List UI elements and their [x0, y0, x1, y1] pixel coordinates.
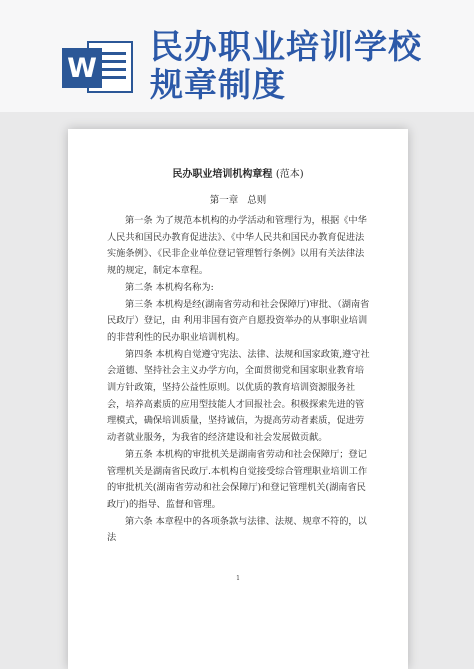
- article-1: 第一条 为了规范本机构的办学活动和管理行为，根据《中华人民共和国民办教育促进法》、《中华人民共和国民办教育促进法实施条例》、《民非企业单位登记管理暂行条例》以用有关法律法规的规定，制定本章程。: [107, 215, 367, 277]
- header-banner: [0, 0, 474, 112]
- article-3: 第三条 本机构是经(湖南省劳动和社会保障厅)审批、（湖南省民政厅）登记，由 利用非国有资产自愿投资举办的从事职业培训的非营利性的民办职业培训机构。: [107, 298, 370, 343]
- document-page: [68, 129, 408, 669]
- word-document-icon: [62, 36, 134, 96]
- document-title: [68, 165, 408, 180]
- article-6: 第六条 本章程中的各项条款与法律、法规、规章不符的，以法: [107, 515, 367, 544]
- document-title-main: 民办职业培训机构章程: [172, 169, 273, 180]
- logo-letter: W: [67, 53, 97, 84]
- article-5: 第五条 本机构的审批机关是湖南省劳动和社会保障厅；登记管理机关是湖南省民政厅.本机构自觉接受综合管理职业培训工作的审批机关(湖南省劳动和社会保障厅)和登记管理机关(湖南省民政厅)的指导、监督和管理。: [107, 448, 368, 510]
- document-title-suffix: (范本): [275, 169, 304, 180]
- article-2: 第二条 本机构名称为:: [125, 281, 214, 293]
- document-body: [107, 213, 373, 547]
- banner-title-line-2: 规章制度: [150, 65, 286, 104]
- banner-title-line-1: 民办职业培训学校: [150, 27, 422, 66]
- chapter-heading: 第一章 总则: [209, 195, 267, 206]
- banner-title: [150, 28, 422, 104]
- article-4: 第四条 本机构自觉遵守宪法、法律、法规和国家政策,遵守社会道德、坚持社会主义办学方向，全面贯彻党和国家职业教育培训方针政策，坚持公益性原则。以优质的教育培训资源服务社会，培养高素质的应用型技能人才回报社会。积极探索先进的管理模式，确保培训质量，坚持诚信，为提高劳动者素质，促进劳动者就业服务，为我省的经济建设和社会发展做贡献。: [107, 348, 370, 444]
- page-number: 1: [236, 575, 240, 582]
